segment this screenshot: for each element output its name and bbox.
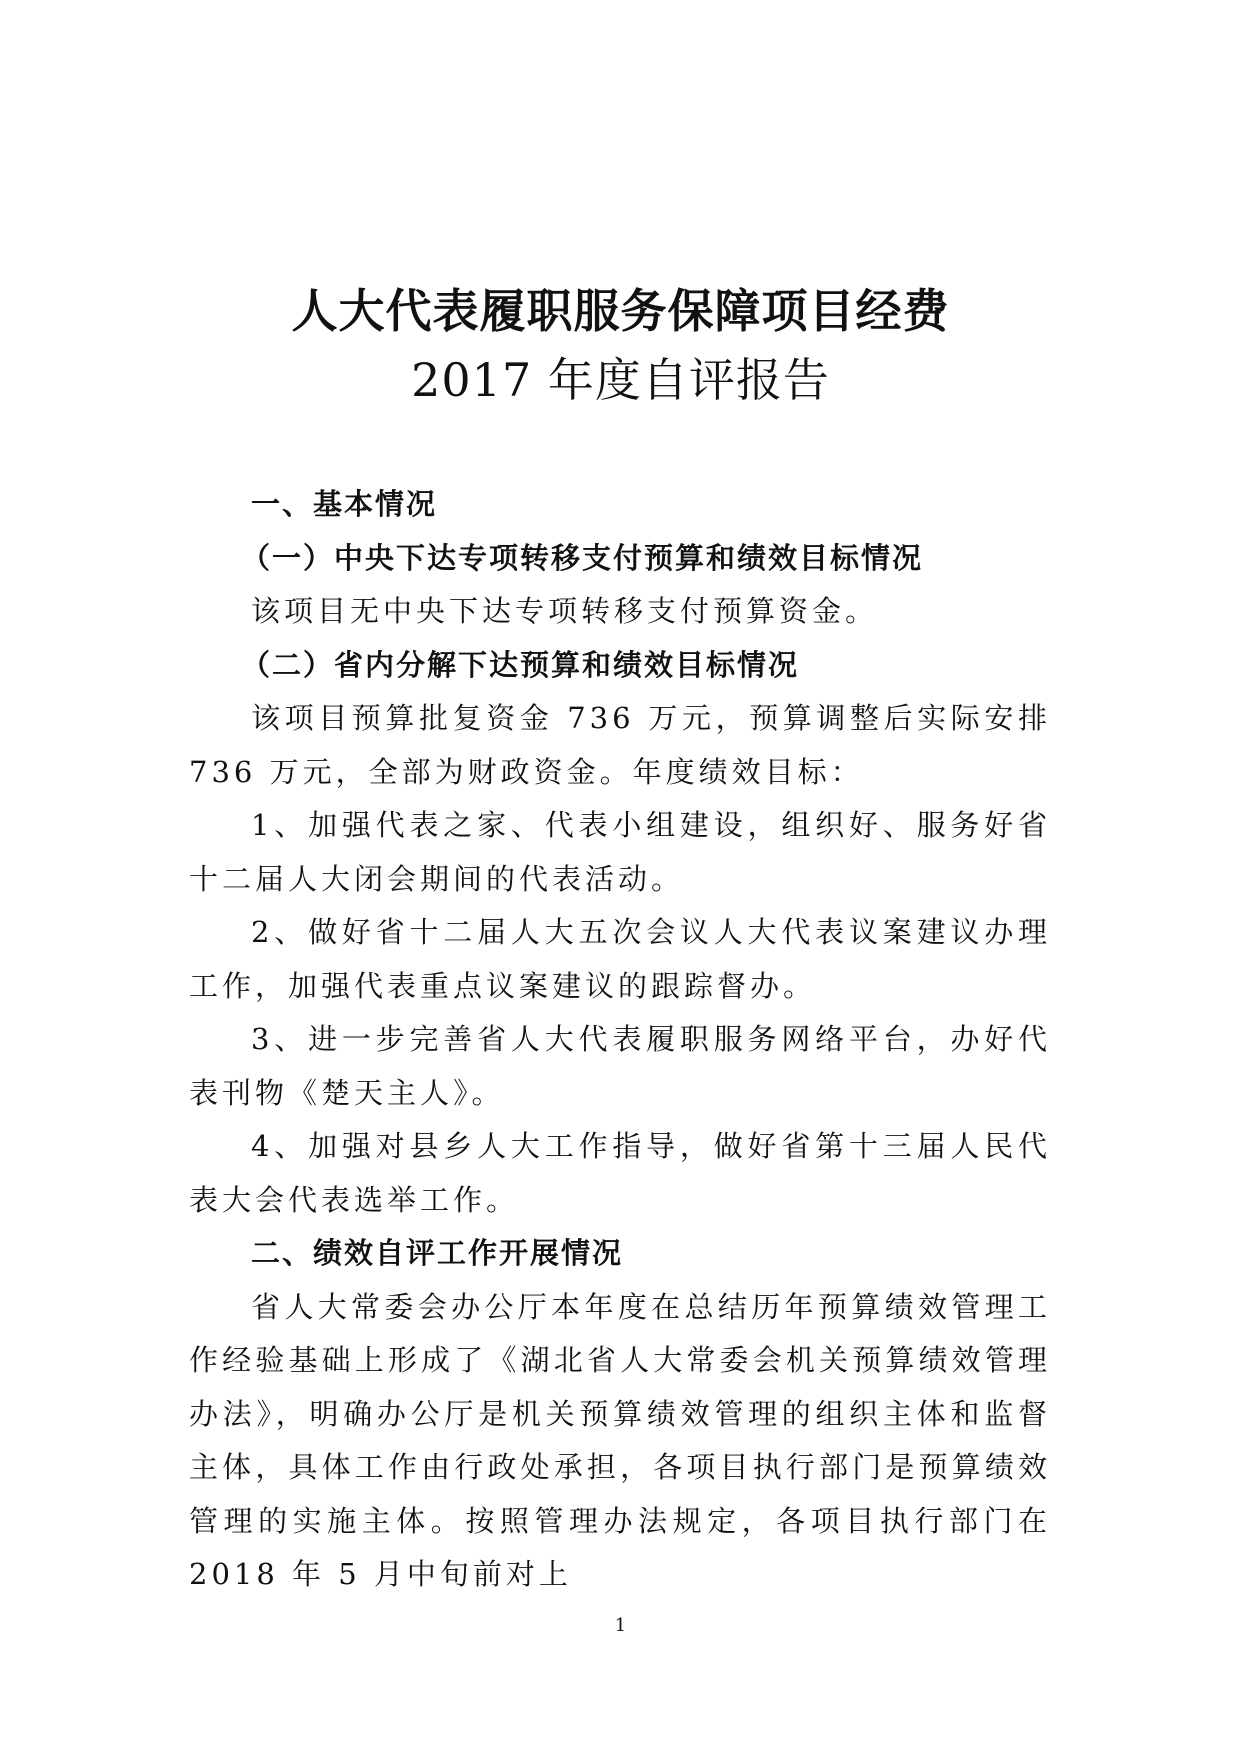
section-heading-basic-info: 一、基本情况 [251,487,438,521]
paragraph-provincial-budget: 该项目预算批复资金 736 万元，预算调整后实际安排 736 万元，全部为财政资金。年度绩效目标： [189,701,1051,789]
section-heading-self-evaluation: 二、绩效自评工作开展情况 [251,1236,624,1270]
paragraph-goal-1: 1、加强代表之家、代表小组建设，组织好、服务好省十二届人大闭会期间的代表活动。 [189,808,1051,896]
paragraph-self-evaluation: 省人大常委会办公厅本年度在总结历年预算绩效管理工作经验基础上形成了《湖北省人大常委会机关预算绩效管理办法》，明确办公厅是机关预算绩效管理的组织主体和监督主体，具体工作由行政处承担，各项目执行部门是预算绩效管理的实施主体。按照管理办法规定，各项目执行部门在 2018 年 5 月中旬前对上 [189,1289,1051,1591]
paragraph-goal-3: 3、进一步完善省人大代表履职服务网络平台，办好代表刊物《楚天主人》。 [189,1022,1051,1110]
document-title-line1: 人大代表履职服务保障项目经费 [291,284,950,338]
document-title-line2: 2017 年度自评报告 [411,353,830,407]
paragraph-central-transfer: 该项目无中央下达专项转移支付预算资金。 [251,594,879,628]
subsection-heading-central-transfer: （一）中央下达专项转移支付预算和绩效目标情况 [241,540,924,575]
page-number: 1 [614,1615,627,1636]
document-body [189,478,1051,1602]
subsection-heading-provincial-budget: （二）省内分解下达预算和绩效目标情况 [241,647,800,682]
paragraph-goal-4: 4、加强对县乡人大工作指导，做好省第十三届人民代表大会代表选举工作。 [189,1129,1051,1217]
paragraph-goal-2: 2、做好省十二届人大五次会议人大代表议案建议办理工作，加强代表重点议案建议的跟踪督办。 [189,915,1051,1003]
